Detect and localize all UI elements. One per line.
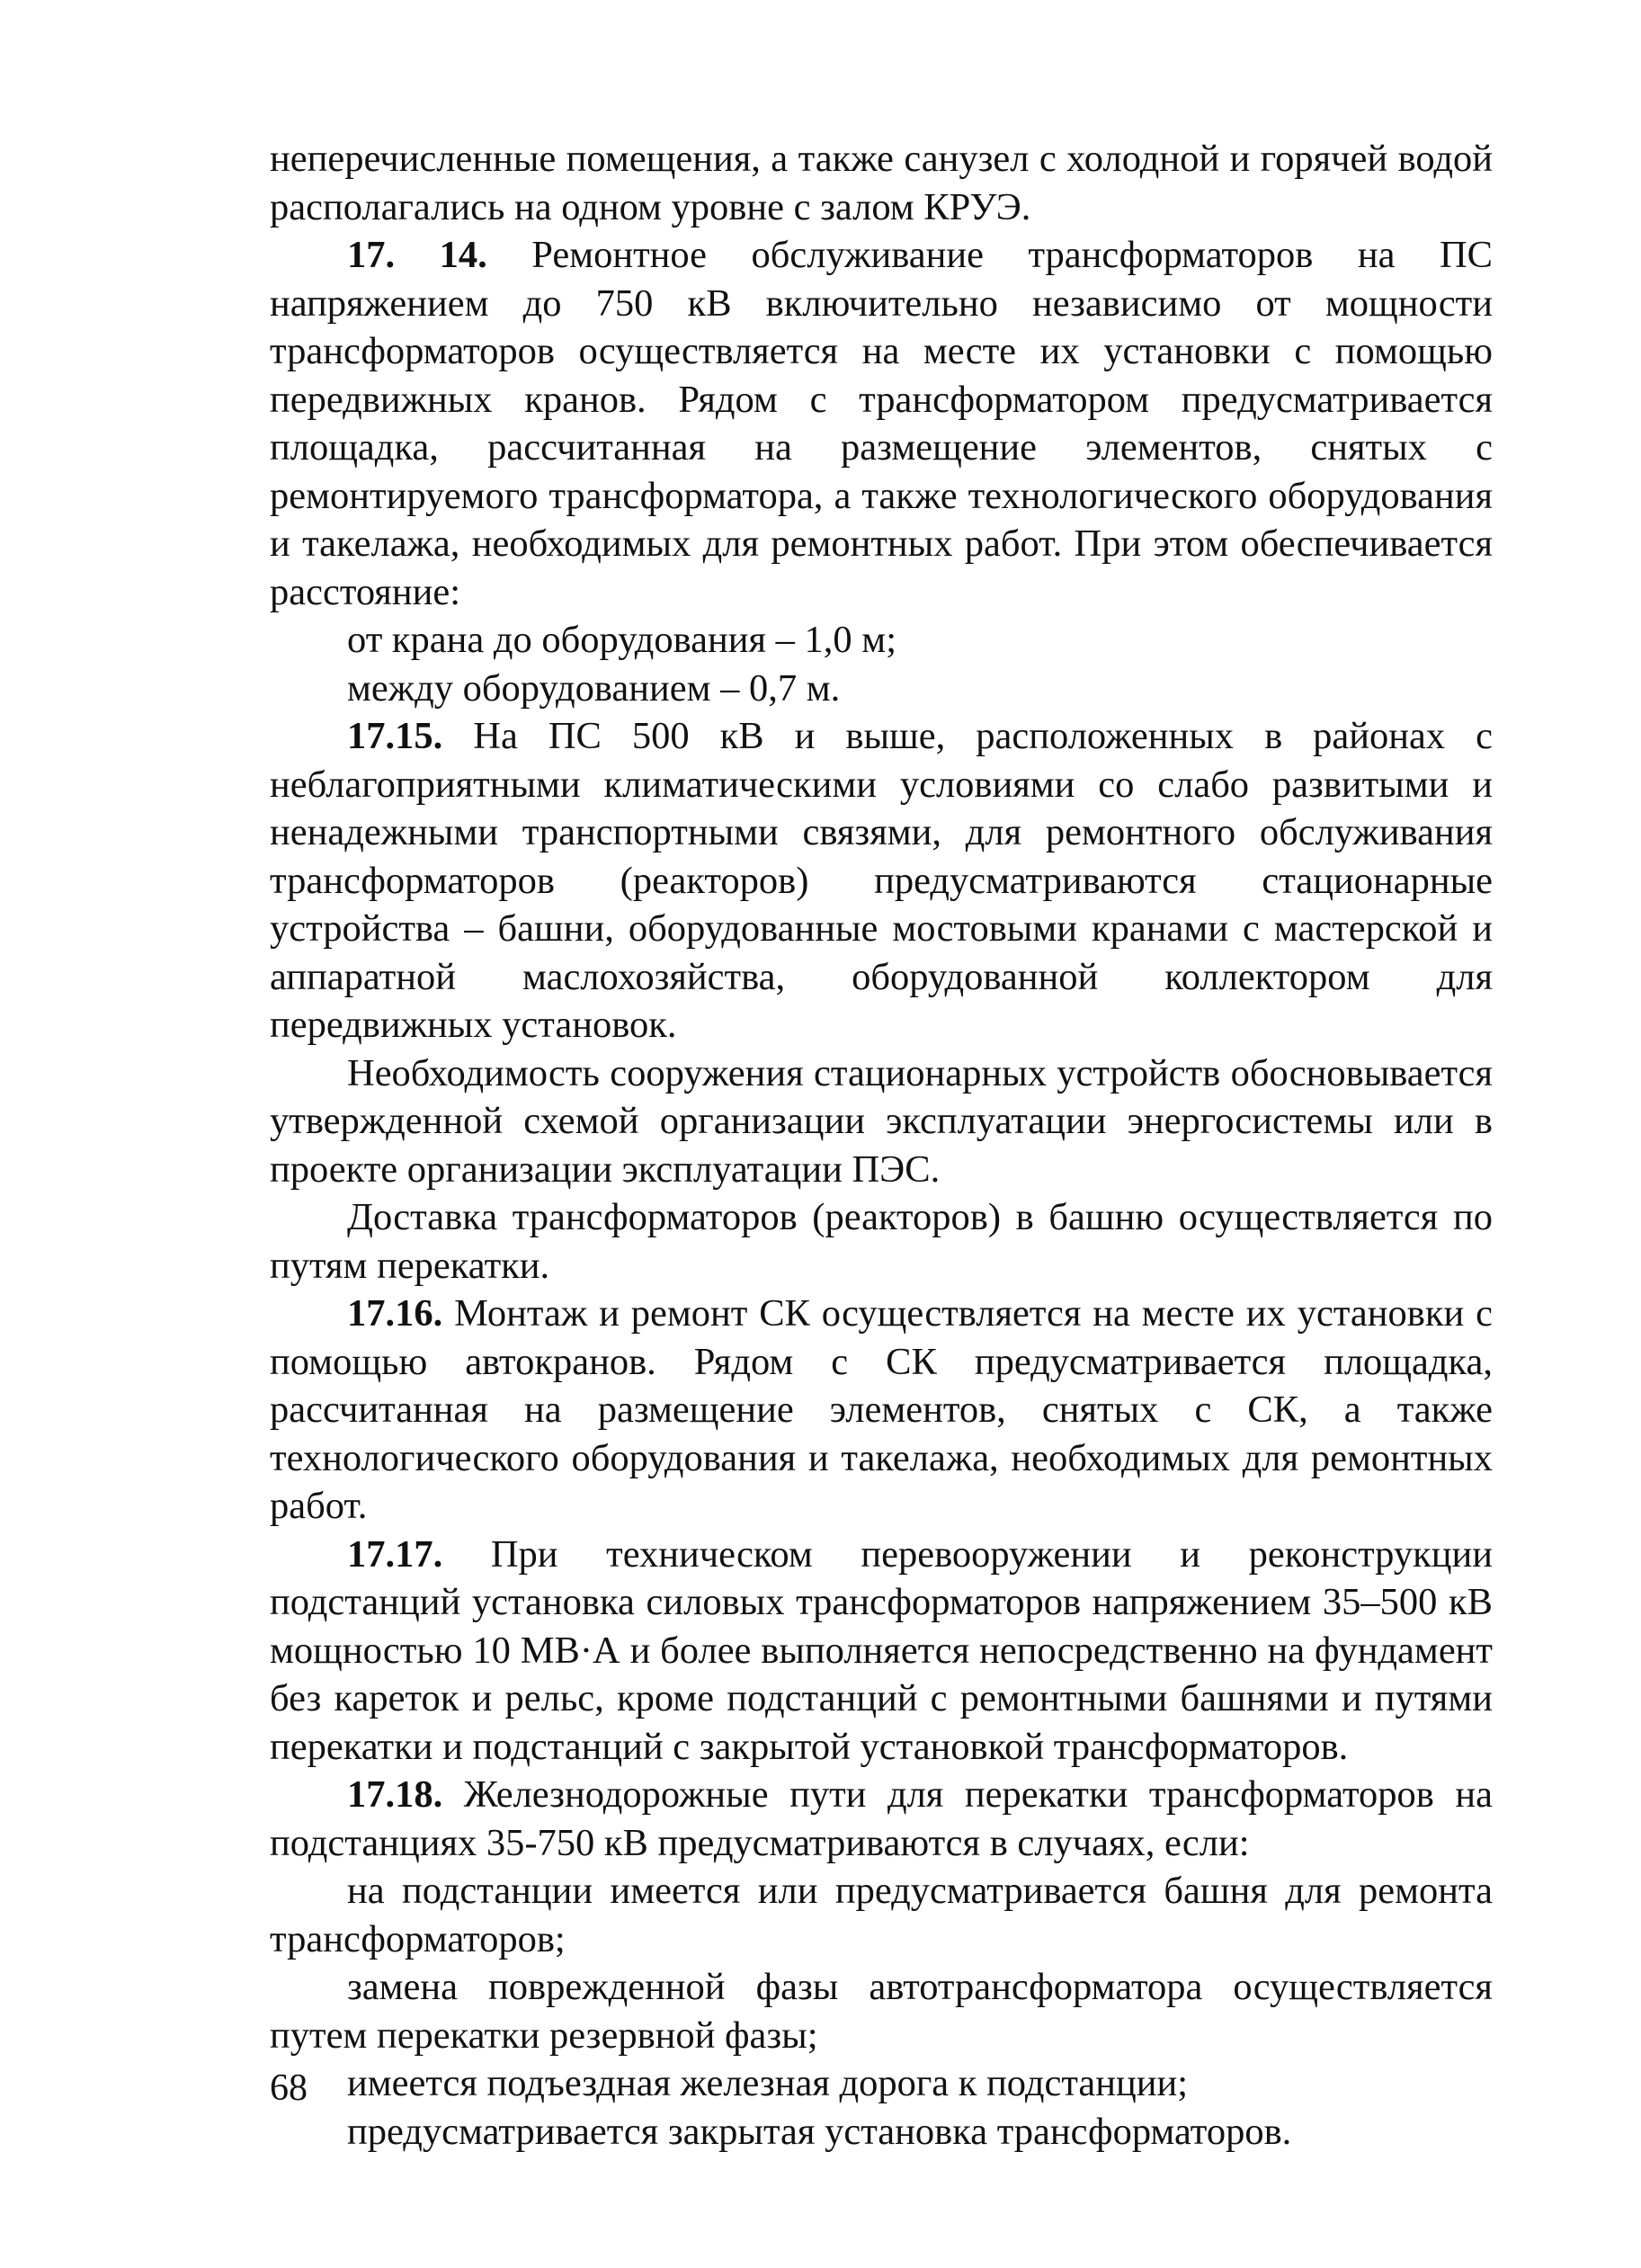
paragraph-17-18: [270, 1771, 1493, 1867]
paragraph-text: предусматривается закрытая установка трансформаторов.: [347, 2110, 1292, 2153]
paragraph-text: неперечисленные помещения, а также санузел с холодной и горячей водой располагались на одном уровне с залом КРУЭ.: [270, 138, 1493, 228]
paragraph-text: замена поврежденной фазы автотрансформатора осуществляется путем перекатки резервной фазы;: [270, 1966, 1493, 2057]
paragraph: [270, 135, 1493, 231]
paragraph-text: Доставка трансформаторов (реакторов) в башню осуществляется по путям перекатки.: [270, 1196, 1493, 1287]
paragraph-text: При техническом перевооружении и реконструкции подстанций установка силовых трансформаторов напряжением 35–500 кВ мощностью 10 МВ·А и более выполняется непосредственно на фундамент без кареток и рельс, кроме подстанций с ремонтными башнями и путями перекатки и подстанций с закрытой установкой трансформаторов.: [270, 1532, 1493, 1768]
section-number: 17.17.: [347, 1532, 443, 1576]
list-item: [270, 616, 1493, 665]
document-body: [270, 135, 1493, 2156]
paragraph-text: от крана до оборудования – 1,0 м;: [347, 619, 896, 661]
paragraph-text: на подстанции имеется или предусматривается башня для ремонта трансформаторов;: [270, 1870, 1493, 1960]
list-item: [270, 1867, 1493, 1963]
paragraph: [270, 1049, 1493, 1194]
section-number: 17.16.: [347, 1292, 443, 1335]
list-item: [270, 1963, 1493, 2059]
paragraph-text: Монтаж и ремонт СК осуществляется на месте их установки с помощью автокранов. Рядом с СК предусматривается площадка, рассчитанная на размещение элементов, снятых с СК, а также технологического оборудования и такелажа, необходимых для ремонтных работ.: [270, 1292, 1493, 1527]
section-number: 17.15.: [347, 715, 443, 757]
list-item: [270, 2059, 1493, 2108]
paragraph-text: между оборудованием – 0,7 м.: [347, 666, 841, 710]
paragraph-17-17: [270, 1531, 1493, 1772]
list-item: [270, 665, 1493, 713]
paragraph: [270, 1193, 1493, 1290]
page-number: 68: [270, 2067, 308, 2109]
paragraph-text: имеется подъездная железная дорога к подстанции;: [347, 2062, 1189, 2104]
paragraph-text: Необходимость сооружения стационарных устройств обосновывается утвержденной схемой организации эксплуатации энергосистемы или в проекте организации эксплуатации ПЭС.: [270, 1051, 1493, 1191]
section-number: 17.18.: [347, 1773, 443, 1816]
section-number: 17. 14.: [347, 234, 487, 276]
paragraph-17-14: [270, 231, 1493, 616]
paragraph-text: Железнодорожные пути для перекатки трансформаторов на подстанциях 35-750 кВ предусматриваются в случаях, если:: [270, 1773, 1493, 1864]
paragraph-17-15: [270, 712, 1493, 1049]
paragraph-17-16: [270, 1290, 1493, 1531]
paragraph-text: Ремонтное обслуживание трансформаторов на ПС напряжением до 750 кВ включительно независимо от мощности трансформаторов осуществляется на месте их установки с помощью передвижных кранов. Рядом с трансформатором предусматривается площадка, рассчитанная на размещение элементов, снятых с ремонтируемого трансформатора, а также технологического оборудования и такелажа, необходимых для ремонтных работ. При этом обеспечивается расстояние:: [270, 234, 1493, 613]
list-item: [270, 2108, 1493, 2156]
paragraph-text: На ПС 500 кВ и выше, расположенных в районах с неблагоприятными климатическими условиями со слабо развитыми и ненадежными транспортными связями, для ремонтного обслуживания трансформаторов (реакторов) предусматриваются стационарные устройства – башни, оборудованные мостовыми кранами с мастерской и аппаратной маслохозяйства, оборудованной коллектором для передвижных установок.: [270, 715, 1493, 1046]
